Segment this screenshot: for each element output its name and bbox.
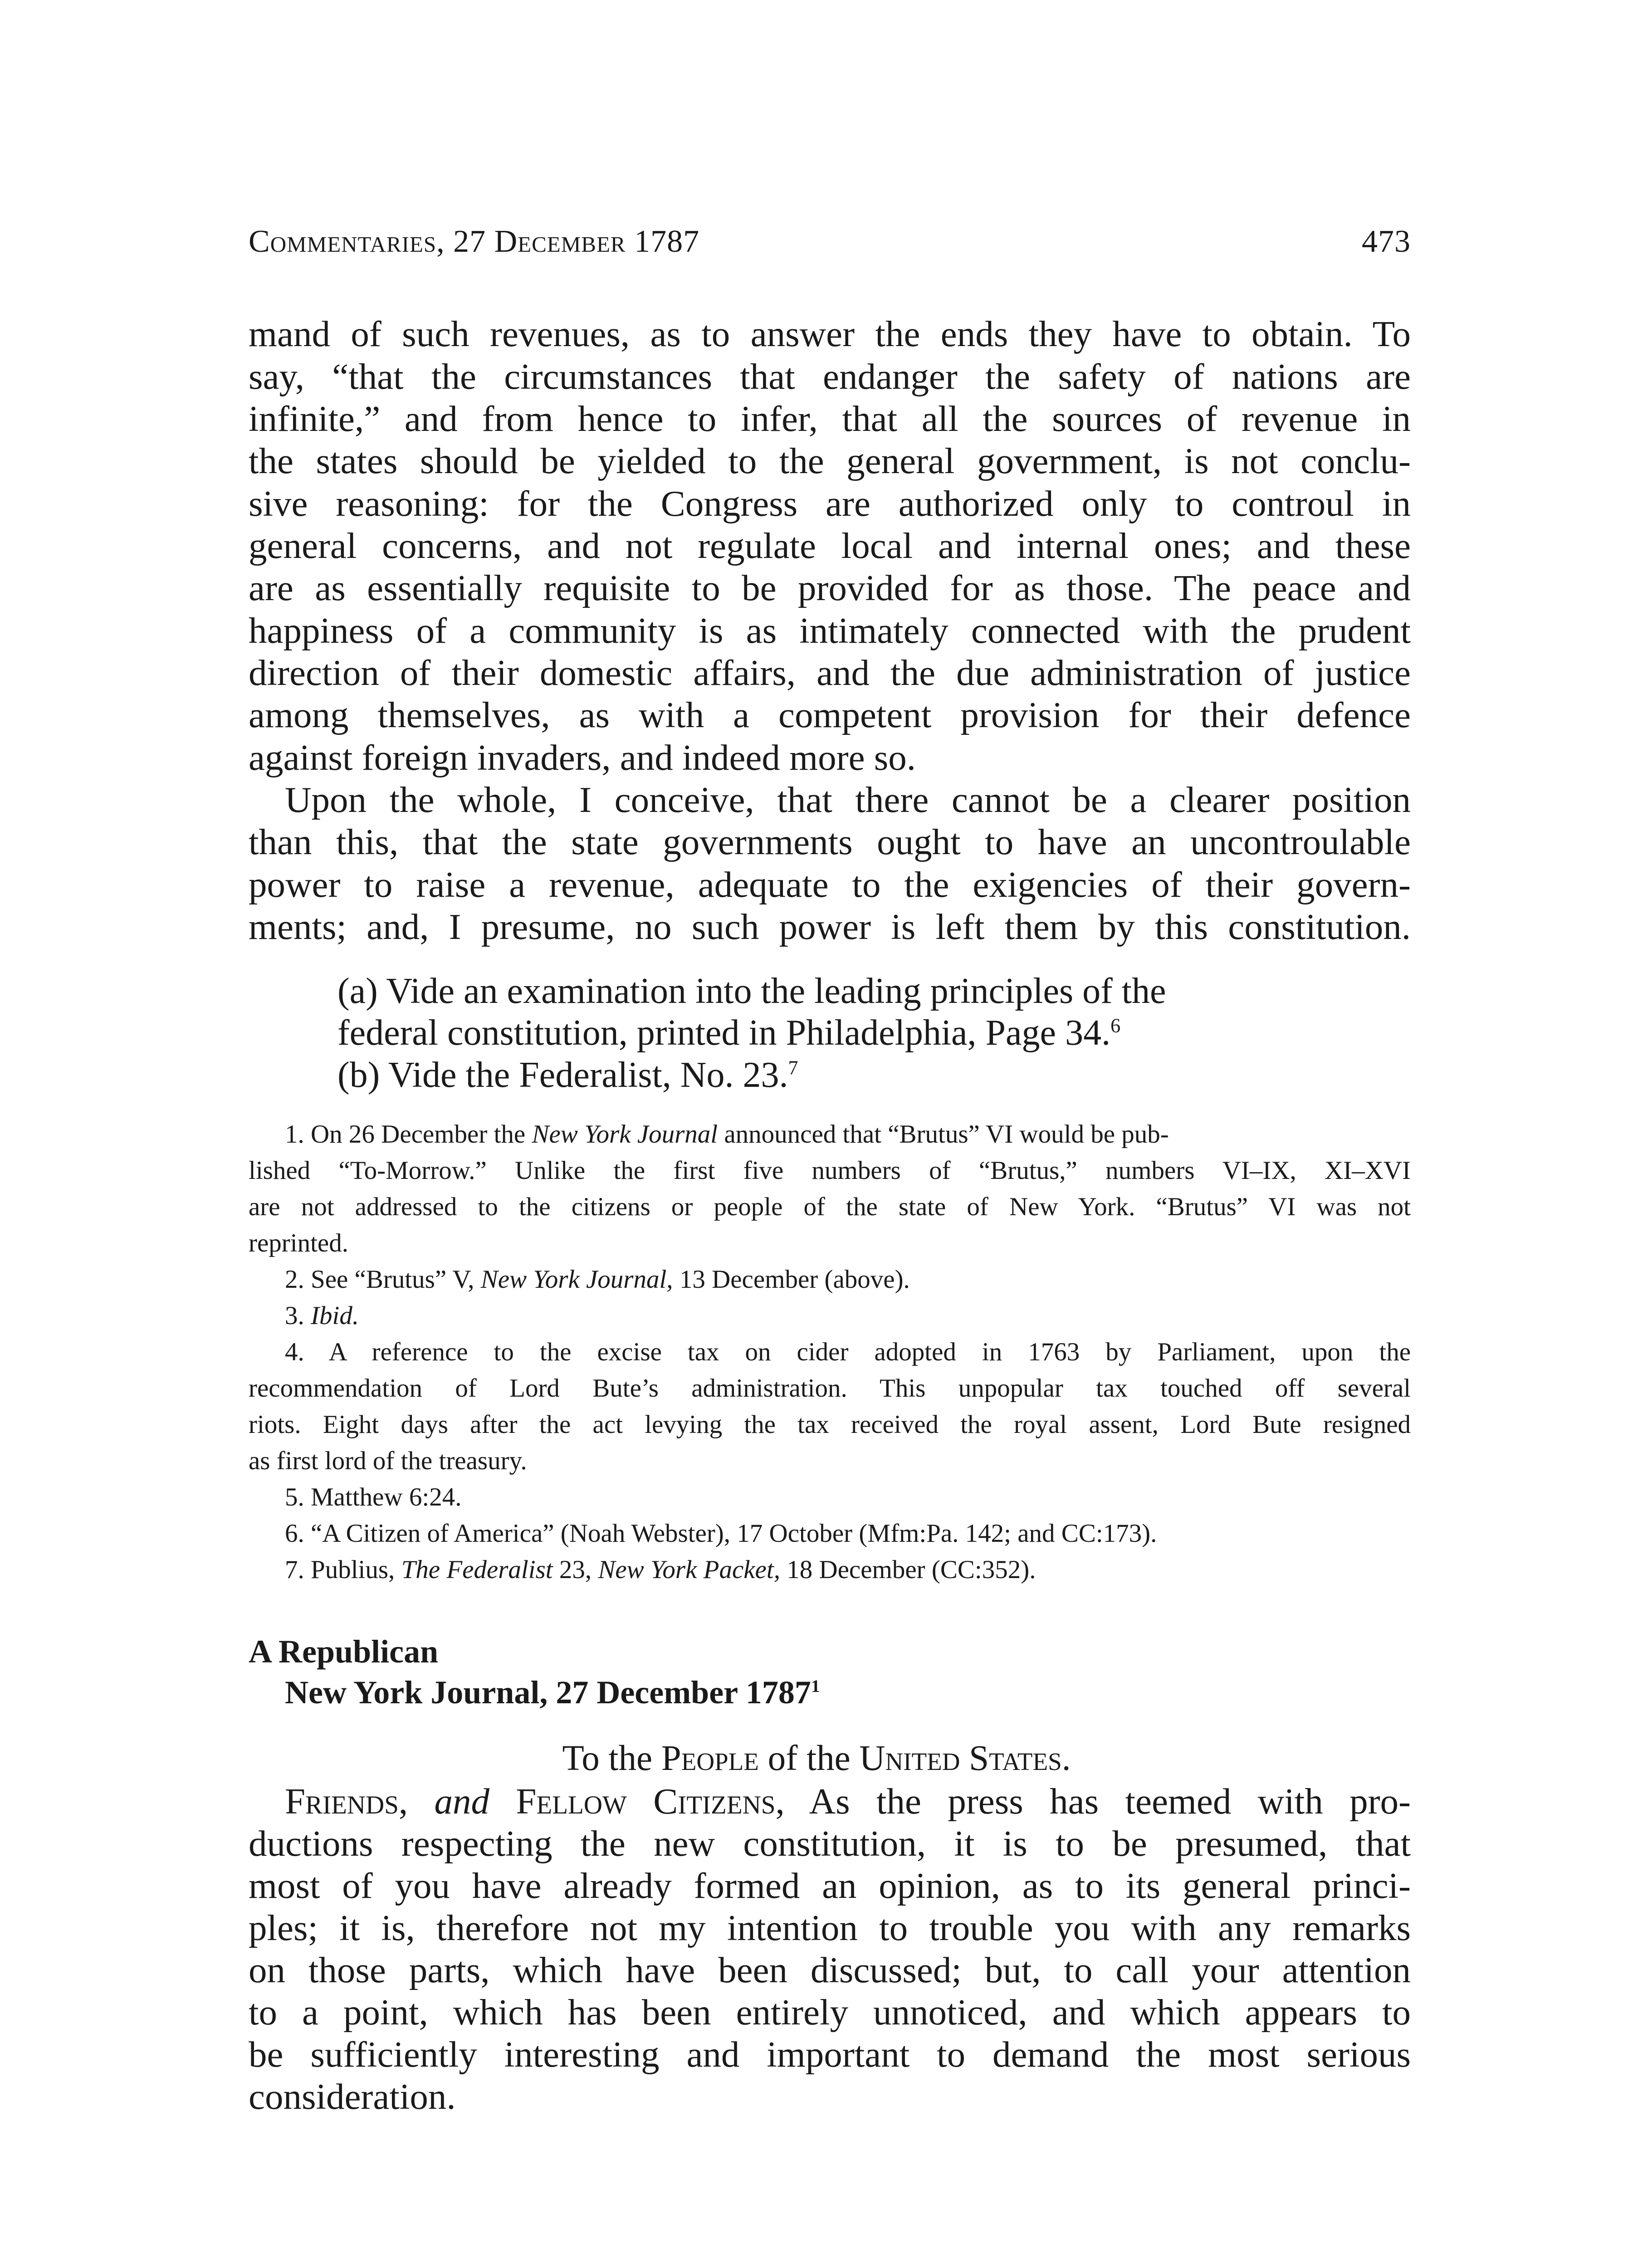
running-header [249,221,1411,262]
salutation-text: People [661,1739,759,1778]
body-line: than this, that the state governments ought to have an uncontroulable [249,821,1411,862]
salutation-text: United States. [859,1739,1071,1778]
body-line: the states should be yielded to the general government, is not conclu- [249,440,1411,481]
footnote-line: reprinted. [249,1229,348,1257]
letter-line: to a point, which has been entirely unnoticed, and which appears to [249,1992,1411,2033]
letter-line: be sufficiently interesting and important to demand the most serious [249,2034,1411,2075]
letter-line: on those parts, which have been discussed; but, to call your attention [249,1950,1411,1990]
letter-line: most of you have already formed an opinion, as to its general princi- [249,1865,1411,1906]
footnote-5: 5. Matthew 6:24. [285,1483,462,1511]
letter-line: ples; it is, therefore not my intention to trouble you with any remarks [249,1907,1411,1948]
letter-italic: and [434,1781,490,1822]
salutation [0,1738,1633,1779]
note-ref: 6 [1110,1014,1121,1037]
body-line: among themselves, as with a competent provision for their defence [249,694,1411,735]
letter-line: ductions respecting the new constitution, it is to be presumed, that [249,1823,1411,1864]
footnote-text: 23, [552,1555,598,1584]
footnote-text: announced that “Brutus” VI would be pub- [718,1120,1169,1149]
note-ref: 7 [788,1056,798,1079]
footnote-line: recommendation of Lord Bute’s administration. This unpopular tax touched off several [249,1374,1411,1403]
body-line: sive reasoning: for the Congress are authorized only to controul in [249,483,1411,524]
body-line: general concerns, and not regulate local and internal ones; and these [249,525,1411,566]
page-number: 473 [1362,224,1411,259]
footnote-text: 7. Publius, [285,1555,401,1584]
footnote-line: lished “To-Morrow.” Unlike the first five numbers of “Brutus,” numbers VI–IX, XI–XVI [249,1156,1411,1185]
letter-text: Fellow Citizens, [516,1781,785,1822]
footnote-1 [285,1119,1169,1149]
author-note-a: (a) Vide an examination into the leading principles of the [337,971,1166,1011]
footnote-italic: New York Packet, [598,1555,780,1584]
letter-text: As the press has teemed with pro- [784,1781,1411,1822]
author-note-b [337,1055,798,1096]
body-line: against foreign invaders, and indeed more so. [249,737,916,778]
footnote-italic: New York Journal, [480,1265,673,1294]
footnote-italic: The Federalist [401,1555,553,1584]
salutation-text: To the [562,1739,661,1778]
author-note-a-text: federal constitution, printed in Philadelphia, Page 34. [337,1013,1111,1053]
section-subtitle-text: New York Journal, 27 December 1787 [285,1674,811,1711]
salutation-text: of the [758,1739,860,1778]
author-note-b-text: (b) Vide the Federalist, No. 23. [337,1055,788,1095]
author-note-a-cont [337,1012,1120,1054]
footnote-line: as first lord of the treasury. [249,1447,527,1475]
footnote-4: 4. A reference to the excise tax on cider adopted in 1763 by Parliament, upon the [285,1338,1411,1366]
footnote-text: 1. On 26 December the [285,1120,532,1149]
footnote-text: 2. See “Brutus” V, [285,1265,481,1294]
body-line: infinite,” and from hence to infer, that all the sources of revenue in [249,398,1411,439]
footnote-text: 13 December (above). [673,1265,910,1294]
letter-text: Friends, [285,1781,408,1822]
body-line: mand of such revenues, as to answer the ends they have to obtain. To [249,313,1411,354]
footnote-2 [285,1265,910,1294]
footnote-3 [285,1301,359,1330]
running-head: Commentaries, 27 December 1787 [249,224,700,259]
footnote-text: 18 December (CC:352). [780,1555,1036,1584]
body-line: are as essentially requisite to be provided for as those. The peace and [249,567,1411,608]
footnote-line: riots. Eight days after the act levying the tax received the royal assent, Lord Bute resigned [249,1410,1411,1439]
footnote-text: 3. [285,1301,311,1330]
footnote-6: 6. “A Citizen of America” (Noah Webster), 17 October (Mfm:Pa. 142; and CC:173). [285,1519,1157,1548]
section-title: A Republican [249,1633,439,1670]
footnote-italic: Ibid. [311,1301,359,1330]
body-line: happiness of a community is as intimately connected with the prudent [249,610,1411,651]
body-line: power to raise a revenue, adequate to the exigencies of their govern- [249,864,1411,905]
body-line: ments; and, I presume, no such power is left them by this constitution. [249,906,1411,947]
footnote-7 [285,1555,1036,1584]
body-line: say, “that the circumstances that endanger the safety of nations are [249,356,1411,397]
footnote-line: are not addressed to the citizens or people of the state of New York. “Brutus” VI was not [249,1193,1411,1221]
body-line: Upon the whole, I conceive, that there cannot be a clearer position [285,779,1411,820]
section-subtitle [285,1674,820,1711]
body-line: direction of their domestic affairs, and the due administration of justice [249,652,1411,693]
letter-line: consideration. [249,2076,456,2117]
letter-line [285,1780,1411,1823]
footnote-italic: New York Journal [532,1120,718,1149]
note-ref: 1 [811,1676,820,1696]
